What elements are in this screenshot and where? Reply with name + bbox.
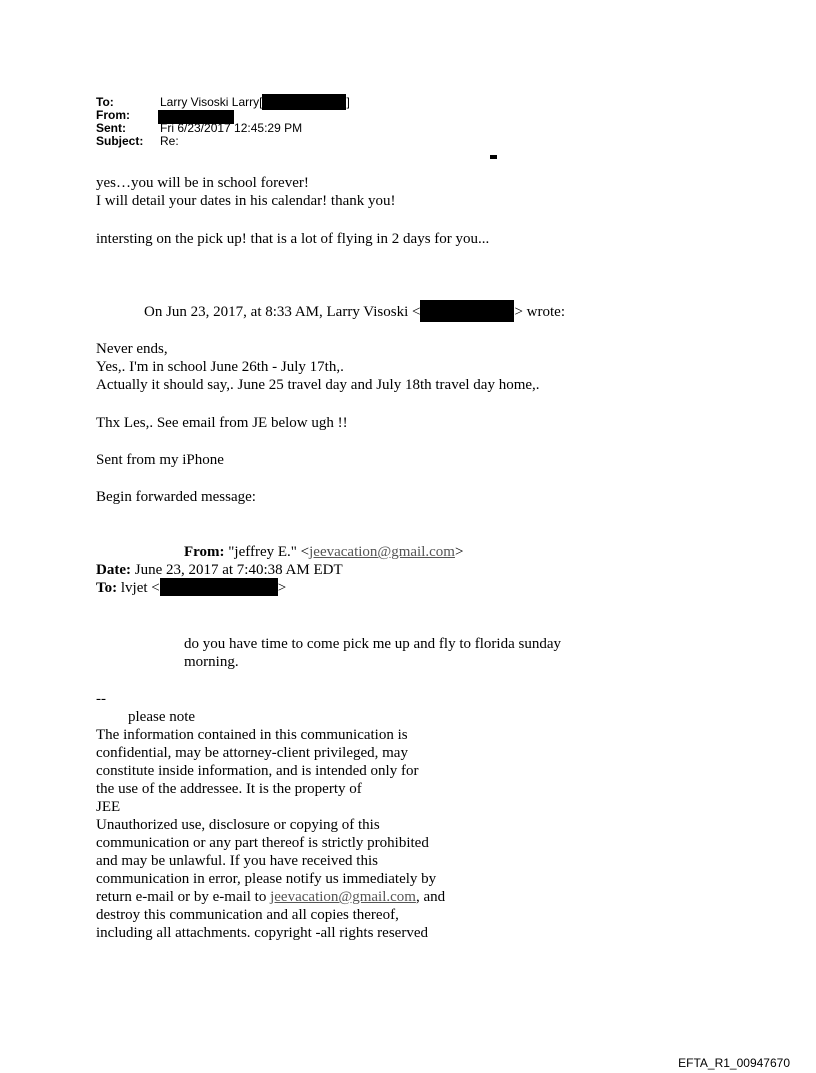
header-subject-row (96, 135, 350, 148)
disclaimer-email-link[interactable]: jeevacation@gmail.com (270, 889, 416, 905)
forwarded-from (184, 543, 463, 561)
reply-body (96, 174, 396, 210)
header-to-row (96, 96, 350, 109)
quoted-intro-suffix: > wrote: (514, 304, 565, 320)
signature-dashes: -- (96, 691, 106, 707)
disclaimer-line: and may be unlawful. If you have received this (96, 853, 378, 869)
forwarded-to-close: > (277, 580, 287, 596)
disclaimer-line: communication or any part thereof is strictly prohibited (96, 835, 429, 851)
subject-label: Subject: (96, 134, 144, 148)
quoted-intro (144, 303, 565, 322)
subject-value: Re: (160, 134, 179, 148)
sent-value: Fri 6/23/2017 12:45:29 PM (160, 121, 303, 135)
forwarded-to-label: To: (96, 580, 118, 596)
to-close: ] (346, 95, 350, 109)
message-line: Begin forwarded message: (96, 489, 256, 505)
document-id: EFTA_R1_00947670 (678, 1056, 790, 1070)
disclaimer-line: including all attachments. copyright -all rights reserved (96, 925, 428, 941)
forwarded-date-value: June 23, 2017 at 7:40:38 AM EDT (134, 562, 343, 578)
forwarded-from-label: From: (184, 544, 225, 560)
disclaimer-line: constitute inside information, and is intended only for (96, 763, 419, 779)
disclaimer-line: communication in error, please notify us immediately by (96, 871, 437, 887)
quoted-intro-prefix: On Jun 23, 2017, at 8:33 AM, Larry Visoski < (144, 304, 421, 320)
disclaimer-note: please note (128, 709, 196, 725)
reply-line: I will detail your dates in his calendar! thank you! (96, 193, 396, 209)
to-value (160, 96, 350, 109)
disclaimer-text (96, 726, 445, 942)
message-line: Thx Les,. See email from JE below ugh !! (96, 415, 348, 431)
forwarded-body-line: morning. (184, 654, 239, 670)
return-prefix: return e-mail or by e-mail to (96, 889, 271, 905)
message-line: Never ends, (96, 341, 168, 357)
disclaimer-line: Unauthorized use, disclosure or copying of this (96, 817, 380, 833)
return-suffix: , and (415, 889, 446, 905)
redaction-box (420, 300, 514, 322)
forwarded-body-line: do you have time to come pick me up and fly to florida sunday (184, 636, 561, 652)
forwarded-to-value: lvjet < (120, 580, 160, 596)
to-label: To: (96, 95, 114, 109)
disclaimer-line: the use of the addressee. It is the property of (96, 781, 362, 797)
larry-message (96, 340, 540, 394)
redaction-mark (490, 155, 497, 159)
forwarded-date (96, 561, 343, 579)
disclaimer-line: The information contained in this communication is (96, 727, 408, 743)
message-line: Yes,. I'm in school June 26th - July 17th,. (96, 359, 344, 375)
from-label: From: (96, 108, 130, 122)
forwarded-from-close: > (454, 544, 464, 560)
redaction-box (262, 94, 346, 110)
forwarded-date-label: Date: (96, 562, 131, 578)
disclaimer-line: confidential, may be attorney-client privileged, may (96, 745, 408, 761)
sent-label: Sent: (96, 121, 126, 135)
disclaimer-line: JEE (96, 799, 121, 815)
email-header (96, 96, 350, 148)
to-name: Larry Visoski Larry[ (160, 95, 263, 109)
disclaimer-line: destroy this communication and all copies thereof, (96, 907, 399, 923)
disclaimer-return-line (96, 888, 445, 906)
reply-line: yes…you will be in school forever! (96, 175, 309, 191)
forwarded-from-email-link[interactable]: jeevacation@gmail.com (309, 544, 455, 560)
message-line: Sent from my iPhone (96, 452, 224, 468)
message-line: Actually it should say,. June 25 travel day and July 18th travel day home,. (96, 377, 540, 393)
forwarded-from-name: "jeffrey E." < (228, 544, 310, 560)
forwarded-body (184, 635, 561, 671)
forwarded-to (96, 579, 286, 597)
reply-line: intersting on the pick up! that is a lot of flying in 2 days for you... (96, 231, 490, 247)
redaction-box (160, 578, 278, 596)
